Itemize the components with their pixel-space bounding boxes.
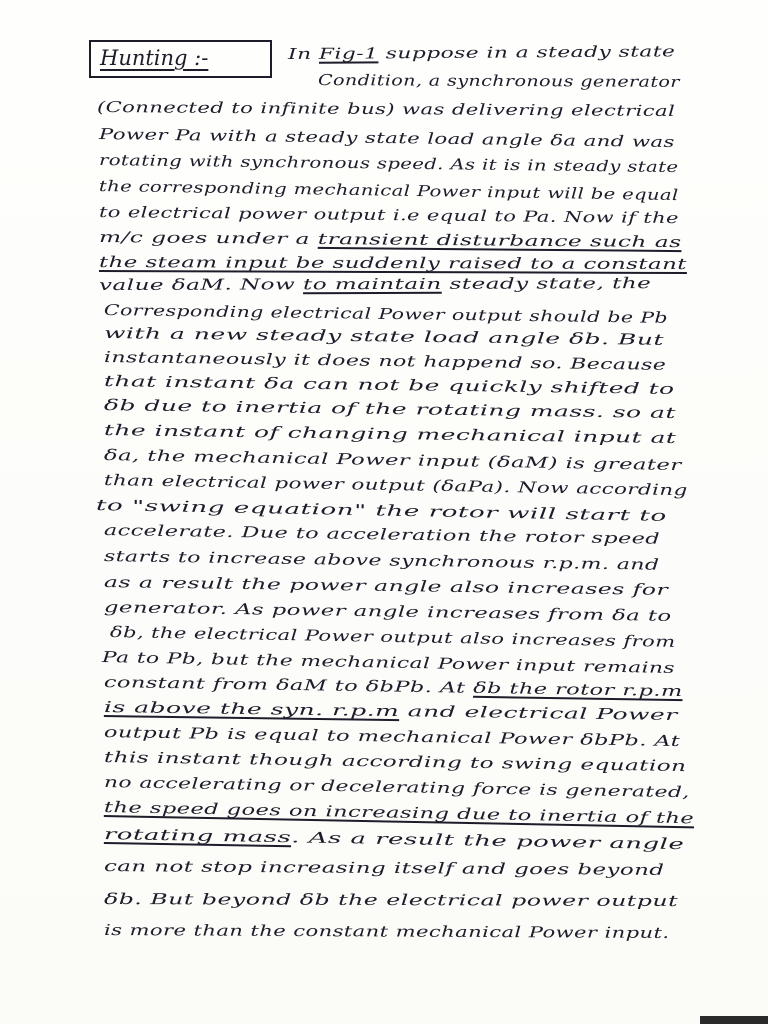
note-text: suppose in a steady state	[378, 42, 676, 63]
underlined-text: is above the syn. r.p.m	[103, 698, 400, 721]
note-text: δb due to inertia of the rotating mass. so at	[103, 396, 677, 422]
note-line	[104, 347, 667, 375]
note-line	[104, 797, 695, 828]
note-text: that instant δa can not be quickly shifted to	[103, 372, 675, 398]
note-text: starts to increase above synchronous r.p.m. and	[103, 547, 660, 574]
note-text: constant from δaM to δbPb. At	[103, 673, 474, 697]
note-line	[104, 747, 687, 776]
note-line	[99, 176, 679, 205]
note-text: output Pb is equal to mechanical Power δbPb. At	[103, 723, 681, 751]
note-text: instantaneously it does not happend so. Because	[103, 348, 667, 374]
note-text: Condition, a synchronous generator	[317, 71, 680, 91]
page-edge-shadow	[700, 1016, 768, 1024]
note-text: m/c goes under a	[98, 228, 318, 248]
note-text: than electrical power output (δaPa). Now according	[103, 471, 688, 500]
note-text: In	[287, 44, 319, 63]
note-line	[104, 722, 680, 751]
note-line	[318, 70, 680, 92]
note-line	[104, 470, 688, 500]
note-line	[99, 124, 675, 152]
note-line	[104, 697, 678, 725]
note-line	[104, 572, 668, 600]
underlined-text: the speed goes on increasing due to inertia of the	[103, 798, 695, 828]
note-line	[99, 273, 651, 295]
underlined-text: rotating mass	[103, 825, 292, 847]
note-line	[99, 227, 682, 252]
note-line	[104, 889, 678, 911]
note-line	[97, 97, 675, 121]
note-line	[99, 202, 679, 228]
note-line	[104, 546, 660, 575]
note-text: as a result the power angle also increases for	[103, 573, 669, 599]
heading-hunting: Hunting :-	[100, 46, 209, 70]
note-text: δb. But beyond δb the electrical power output	[103, 890, 679, 911]
note-line	[104, 420, 677, 448]
note-text: the instant of changing mechanical input at	[103, 421, 677, 447]
note-line	[99, 150, 679, 177]
note-line	[104, 824, 685, 854]
note-text: this instant though according to swing equation	[103, 748, 687, 776]
note-line	[104, 920, 670, 943]
note-text: no accelerating or decelerating force is generated,	[103, 773, 690, 802]
underlined-text: Fig-1	[318, 44, 379, 63]
note-line	[104, 323, 664, 350]
note-line	[288, 41, 675, 64]
note-text: generator. As power angle increases from δa to	[103, 598, 672, 625]
note-text: (Connected to infinite bus) was delivering electrical	[96, 98, 676, 121]
underlined-text: transient disturbance such as	[317, 229, 682, 252]
note-line	[104, 395, 676, 423]
note-text: steady state, the	[441, 274, 652, 293]
note-line	[104, 520, 660, 549]
underlined-text: δb the rotor r.p.m	[473, 678, 683, 701]
note-line	[104, 597, 672, 626]
note-text: the corresponding mechanical Power input will be equal	[98, 177, 679, 205]
note-text: . As a result the power angle	[291, 828, 685, 854]
note-text: Corresponding electrical Power output should be Pb	[103, 301, 669, 327]
note-text: with a new steady state load angle δb. But	[103, 324, 665, 349]
underlined-text: the steam input be suddenly raised to a constant	[98, 253, 687, 274]
note-text: δa, the mechanical Power input (δaM) is greater	[103, 446, 682, 475]
note-text: can not stop increasing itself and goes beyond	[103, 857, 665, 879]
note-text: to electrical power output i.e equal to Pa. Now if the	[98, 203, 679, 228]
note-line	[99, 252, 687, 274]
note-text: to "swing equation" the rotor will start to	[95, 496, 667, 525]
note-line	[104, 856, 665, 880]
note-text: rotating with synchronous speed. As it is in steady state	[98, 151, 679, 177]
note-text: Pa to Pb, but the mechanical Power input remains	[101, 648, 676, 678]
note-line	[104, 371, 675, 399]
note-text: δb, the electrical Power output also increases from	[109, 623, 676, 651]
note-text: Power Pa with a steady state load angle δa and was	[98, 125, 675, 152]
note-text: accelerate. Due to acceleration the rotor speed	[103, 521, 661, 548]
note-text: and electrical Power	[399, 702, 678, 725]
note-text: value δaM. Now	[98, 275, 304, 294]
underlined-text: to maintain	[302, 274, 442, 294]
note-line	[110, 622, 676, 652]
note-text: is more than the constant mechanical Power input.	[103, 921, 670, 942]
